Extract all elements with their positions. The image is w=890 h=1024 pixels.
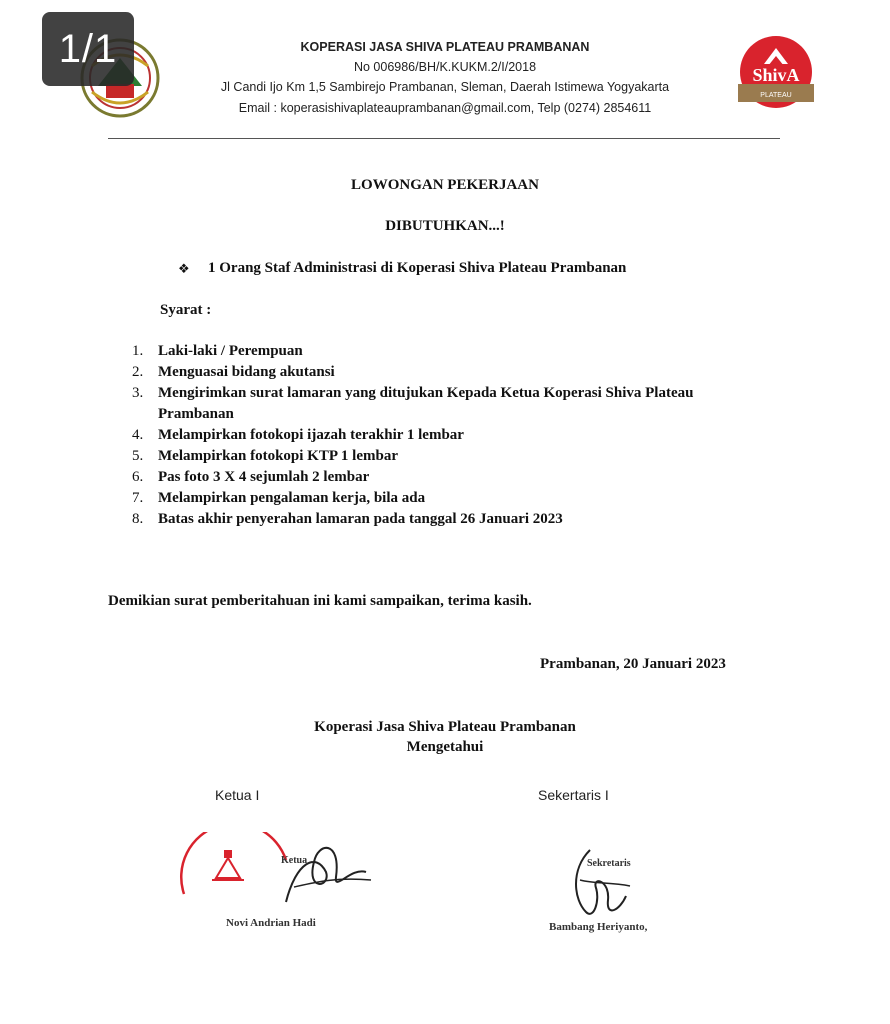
list-item: 3. Mengirimkan surat lamaran yang ditujukan Kepada Ketua Koperasi Shiva Plateau Prambanan (132, 385, 694, 422)
requirements-heading: Syarat : (160, 302, 212, 318)
list-item: 8. Batas akhir penyerahan lamaran pada tanggal 26 Januari 2023 (132, 511, 563, 527)
position-offered: 1 Orang Staf Administrasi di Koperasi Shiva Plateau Prambanan (208, 260, 627, 276)
shiva-logo-text: ShivA (752, 65, 800, 85)
list-item: 1. Laki-laki / Perempuan (132, 343, 303, 359)
org-contact: Email : koperasishivaplateauprambanan@gmail.com, Telp (0274) 2854611 (238, 101, 652, 115)
requirements-list (132, 341, 772, 530)
shiva-plateau-logo (728, 34, 824, 114)
list-item: 6. Pas foto 3 X 4 sejumlah 2 lembar (132, 469, 370, 485)
list-item: 5. Melampirkan fotokopi KTP 1 lembar (132, 448, 398, 464)
org-name: KOPERASI JASA SHIVA PLATEAU PRAMBANAN (300, 40, 590, 54)
chairman-stamp-word: Ketua (281, 855, 308, 866)
secretary-signature (560, 840, 650, 930)
org-footer-name: Koperasi Jasa Shiva Plateau Prambanan (314, 719, 576, 735)
list-item: 4. Melampirkan fotokopi ijazah terakhir 1 lembar (132, 427, 464, 443)
letter-subtitle: DIBUTUHKAN...! (385, 218, 505, 234)
shiva-logo-subtext: PLATEAU (760, 92, 792, 99)
place-date: Prambanan, 20 Januari 2023 (540, 656, 726, 672)
secretary-name: Bambang Heriyanto, (549, 921, 648, 933)
letter-title: LOWONGAN PEKERJAAN (351, 177, 539, 193)
bullet-icon: ❖ (178, 261, 190, 276)
acknowledge-label: Mengetahui (406, 739, 484, 755)
list-item: 7. Melampirkan pengalaman kerja, bila ada (132, 490, 426, 506)
chairman-stamp-signature (176, 832, 376, 912)
org-address: Jl Candi Ijo Km 1,5 Sambirejo Prambanan, Sleman, Daerah Istimewa Yogyakarta (220, 80, 670, 94)
secretary-label: Sekertaris I (538, 787, 609, 803)
registration-number: No 006986/BH/K.KUKM.2/I/2018 (353, 60, 537, 74)
secretary-stamp-word: Sekretaris (587, 858, 631, 869)
chairman-name: Novi Andrian Hadi (226, 917, 316, 929)
page-counter-badge: 1/1 (42, 12, 134, 86)
header-divider (108, 138, 780, 139)
chairman-label: Ketua I (215, 787, 260, 803)
closing-statement: Demikian surat pemberitahuan ini kami sampaikan, terima kasih. (108, 593, 532, 609)
list-item: 2. Menguasai bidang akutansi (132, 364, 335, 380)
